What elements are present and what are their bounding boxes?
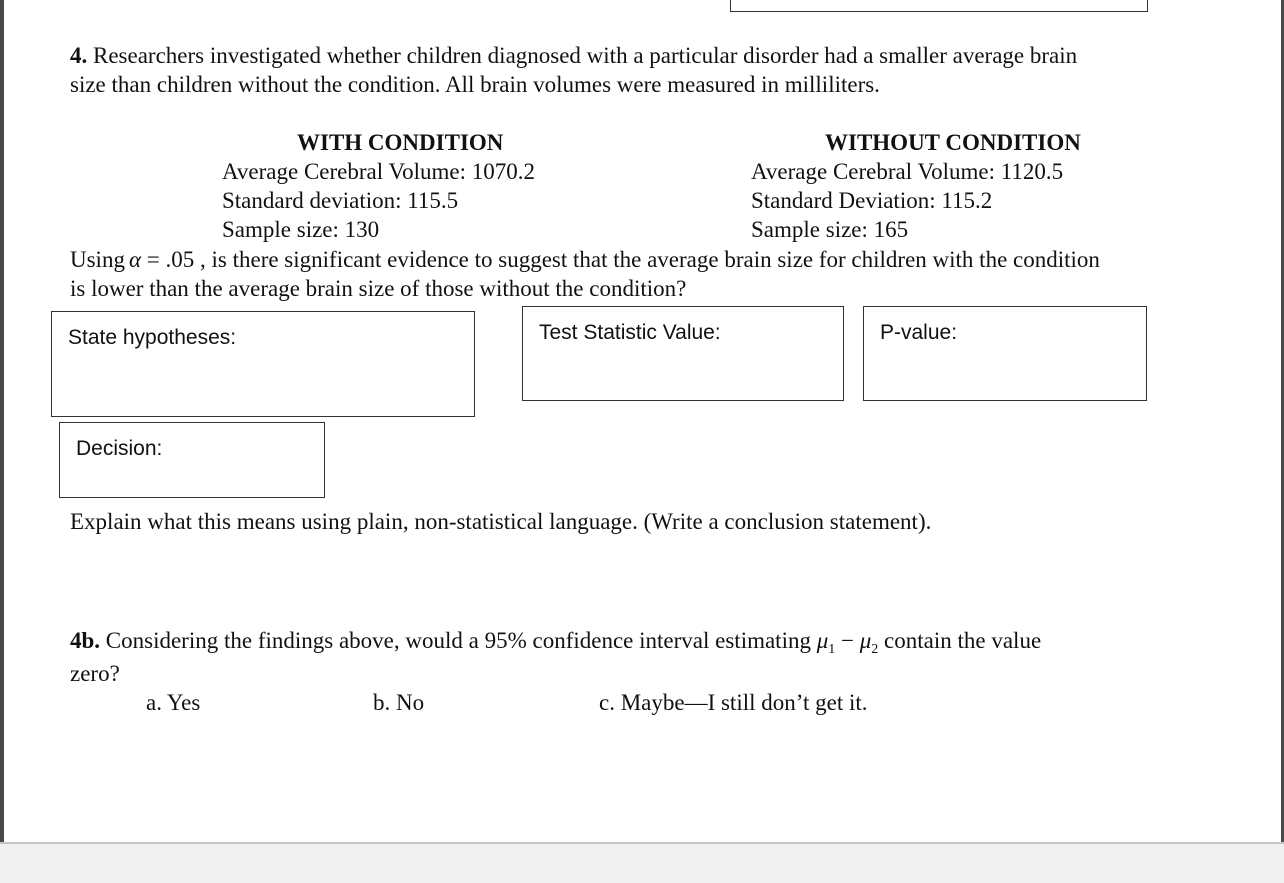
mu-subscript-2: 2 (871, 642, 879, 657)
p-value-box[interactable] (863, 306, 1147, 401)
explain-prompt: Explain what this means using plain, non-statistical language. (Write a conclusion statement). (70, 509, 932, 534)
option-b[interactable]: b. No (373, 690, 425, 715)
question-using: Using (70, 247, 125, 272)
mu-symbol-1: μ (816, 628, 829, 653)
mu-symbol-2: μ (859, 628, 872, 653)
without-condition-heading: WITHOUT CONDITION (825, 130, 1081, 155)
minus-sign: − (835, 628, 860, 653)
test-statistic-label: Test Statistic Value: (539, 321, 721, 344)
q4b-line1 (70, 627, 1041, 664)
alpha-symbol: α (128, 247, 142, 272)
question-text: = .05 , is there significant evidence to suggest that the average brain size for children with the condition (141, 247, 1100, 272)
without-condition-sd: Standard Deviation: 115.2 (751, 188, 993, 213)
q4b-text-b: contain the value (878, 628, 1042, 653)
previous-answer-box (730, 0, 1148, 12)
without-condition-n: Sample size: 165 (751, 217, 909, 242)
decision-label: Decision: (76, 437, 163, 460)
decision-box[interactable] (59, 422, 325, 498)
q4-number: 4. (70, 43, 88, 68)
hypotheses-label: State hypotheses: (68, 326, 237, 349)
question-line1 (70, 246, 1100, 274)
q4b-number: 4b. (70, 628, 101, 653)
q4b-text-a: Considering the findings above, would a 95% confidence interval estimating (100, 628, 817, 653)
with-condition-heading: WITH CONDITION (297, 130, 504, 155)
test-statistic-box[interactable] (522, 306, 844, 401)
q4-intro-line2: size than children without the condition. All brain volumes were measured in milliliters. (70, 72, 880, 97)
q4-intro-text: Researchers investigated whether children diagnosed with a particular disorder had a smaller average brain (93, 43, 1078, 68)
with-condition-sd: Standard deviation: 115.5 (222, 188, 459, 213)
question-line2: is lower than the average brain size of those without the condition? (70, 276, 687, 301)
p-value-label: P-value: (880, 321, 958, 344)
option-a[interactable]: a. Yes (146, 690, 201, 715)
hypotheses-box[interactable] (51, 311, 475, 417)
q4b-line2: zero? (70, 661, 120, 686)
with-condition-n: Sample size: 130 (222, 217, 380, 242)
viewer-bottom-bar (0, 842, 1284, 883)
mu-subscript-1: 1 (828, 642, 836, 657)
option-c[interactable]: c. Maybe—I still don’t get it. (599, 690, 868, 715)
q4-intro-line1 (70, 42, 1077, 70)
with-condition-mean: Average Cerebral Volume: 1070.2 (222, 159, 535, 184)
without-condition-mean: Average Cerebral Volume: 1120.5 (751, 159, 1064, 184)
page-left-edge (0, 0, 4, 842)
